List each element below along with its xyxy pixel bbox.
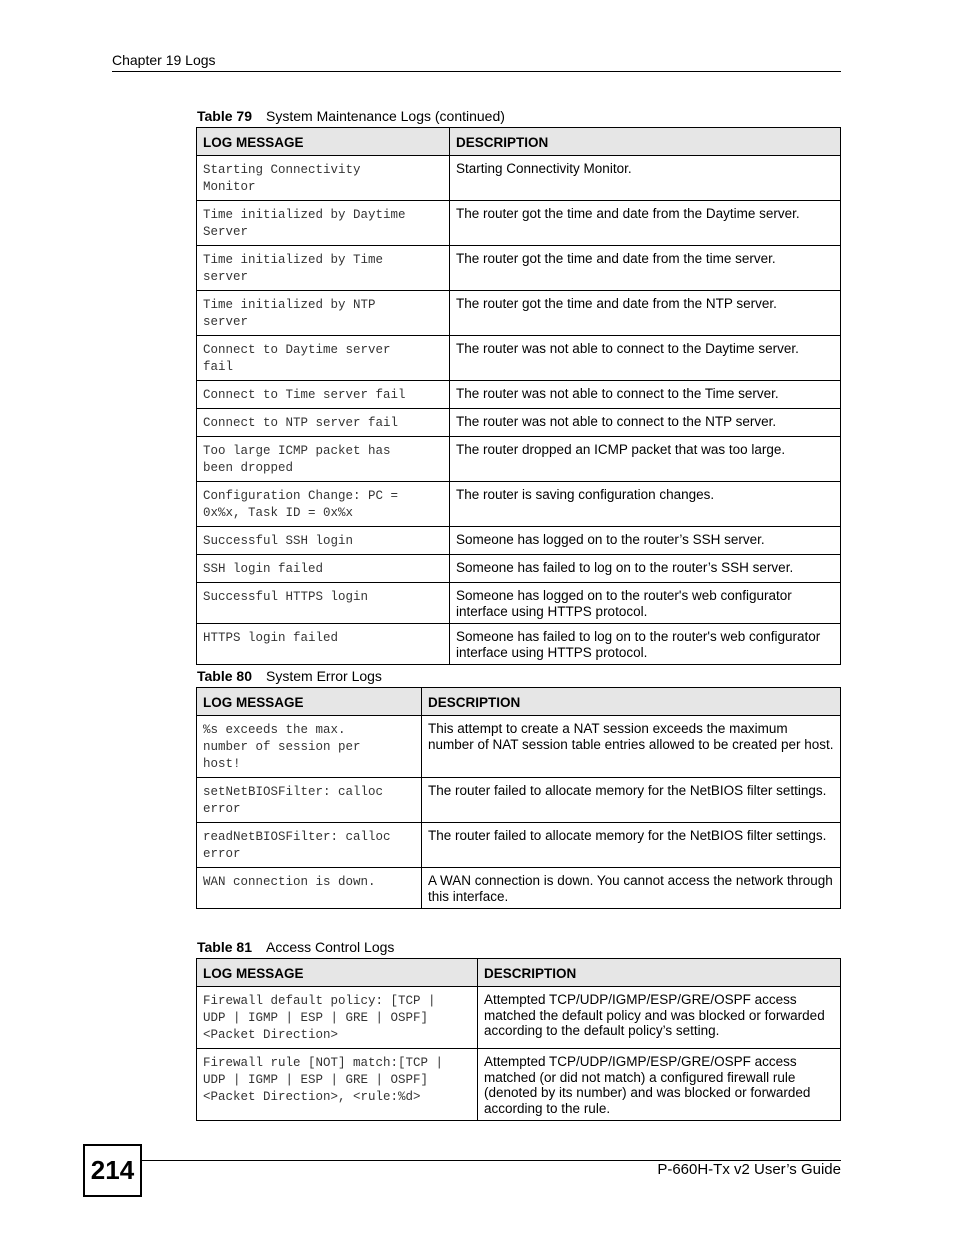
log-message-cell: Connect to Time server fail <box>197 381 450 409</box>
table80-title: System Error Logs <box>266 668 382 684</box>
table-row <box>197 716 841 778</box>
table-row <box>197 527 841 555</box>
table-row <box>197 246 841 291</box>
table80-header-description: DESCRIPTION <box>422 688 841 716</box>
table79-title: System Maintenance Logs (continued) <box>266 108 505 124</box>
description-cell: The router is saving configuration changes. <box>450 482 841 527</box>
description-cell: The router dropped an ICMP packet that was too large. <box>450 437 841 482</box>
table-row <box>197 381 841 409</box>
table-row <box>197 778 841 823</box>
table80-header-log-message: LOG MESSAGE <box>197 688 422 716</box>
page-number: 214 <box>83 1144 142 1197</box>
description-cell: The router got the time and date from the time server. <box>450 246 841 291</box>
description-cell: Someone has failed to log on to the router’s SSH server. <box>450 555 841 583</box>
description-cell: Someone has logged on to the router’s SSH server. <box>450 527 841 555</box>
log-message-cell: Time initialized by Daytime Server <box>197 201 450 246</box>
description-cell: A WAN connection is down. You cannot access the network through this interface. <box>422 868 841 909</box>
table-row <box>197 437 841 482</box>
log-message-cell: HTTPS login failed <box>197 624 450 665</box>
table-row <box>197 336 841 381</box>
table81-title: Access Control Logs <box>266 939 395 955</box>
chapter-header: Chapter 19 Logs <box>112 52 216 68</box>
description-cell: The router failed to allocate memory for the NetBIOS filter settings. <box>422 823 841 868</box>
guide-title: P-660H-Tx v2 User’s Guide <box>657 1161 841 1178</box>
log-message-cell: Firewall default policy: [TCP | UDP | IGMP | ESP | GRE | OSPF] <Packet Direction> <box>197 987 478 1049</box>
table-row <box>197 291 841 336</box>
table-row <box>197 482 841 527</box>
table81-header-log-message: LOG MESSAGE <box>197 959 478 987</box>
log-message-cell: WAN connection is down. <box>197 868 422 909</box>
table79-header-description: DESCRIPTION <box>450 128 841 156</box>
log-message-cell: Firewall rule [NOT] match:[TCP | UDP | IGMP | ESP | GRE | OSPF] <Packet Direction>, <rule:%d> <box>197 1049 478 1121</box>
table79 <box>196 127 841 665</box>
table81-caption <box>197 939 394 955</box>
table-row <box>197 624 841 665</box>
table-row <box>197 555 841 583</box>
description-cell: The router was not able to connect to the NTP server. <box>450 409 841 437</box>
log-message-cell: setNetBIOSFilter: calloc error <box>197 778 422 823</box>
log-message-cell: SSH login failed <box>197 555 450 583</box>
description-cell: The router got the time and date from the NTP server. <box>450 291 841 336</box>
table80-caption <box>197 668 382 684</box>
table81-header-description: DESCRIPTION <box>478 959 841 987</box>
table81 <box>196 958 841 1121</box>
table-row <box>197 409 841 437</box>
log-message-cell: Connect to Daytime server fail <box>197 336 450 381</box>
description-cell: This attempt to create a NAT session exceeds the maximum number of NAT session table entries allowed to be created per host. <box>422 716 841 778</box>
description-cell: The router was not able to connect to the Time server. <box>450 381 841 409</box>
table-row <box>197 868 841 909</box>
description-cell: Someone has failed to log on to the router's web configurator interface using HTTPS protocol. <box>450 624 841 665</box>
header-divider <box>112 71 841 72</box>
description-cell: Attempted TCP/UDP/IGMP/ESP/GRE/OSPF access matched the default policy and was blocked or forwarded according to the default policy’s setting. <box>478 987 841 1049</box>
log-message-cell: %s exceeds the max. number of session per host! <box>197 716 422 778</box>
log-message-cell: Connect to NTP server fail <box>197 409 450 437</box>
table-row <box>197 823 841 868</box>
table80 <box>196 687 841 909</box>
table-row <box>197 156 841 201</box>
description-cell: The router was not able to connect to the Daytime server. <box>450 336 841 381</box>
description-cell: Starting Connectivity Monitor. <box>450 156 841 201</box>
log-message-cell: Successful SSH login <box>197 527 450 555</box>
description-cell: The router got the time and date from the Daytime server. <box>450 201 841 246</box>
table-row <box>197 1049 841 1121</box>
log-message-cell: readNetBIOSFilter: calloc error <box>197 823 422 868</box>
table79-caption <box>197 108 505 124</box>
table81-number: Table 81 <box>197 939 252 955</box>
table79-header-log-message: LOG MESSAGE <box>197 128 450 156</box>
description-cell: The router failed to allocate memory for the NetBIOS filter settings. <box>422 778 841 823</box>
table79-number: Table 79 <box>197 108 252 124</box>
log-message-cell: Configuration Change: PC = 0x%x, Task ID = 0x%x <box>197 482 450 527</box>
log-message-cell: Starting Connectivity Monitor <box>197 156 450 201</box>
log-message-cell: Too large ICMP packet has been dropped <box>197 437 450 482</box>
description-cell: Attempted TCP/UDP/IGMP/ESP/GRE/OSPF access matched (or did not match) a configured firewall rule (denoted by its number) and was blocked or forwarded according to the rule. <box>478 1049 841 1121</box>
log-message-cell: Time initialized by Time server <box>197 246 450 291</box>
table-row <box>197 987 841 1049</box>
log-message-cell: Successful HTTPS login <box>197 583 450 624</box>
log-message-cell: Time initialized by NTP server <box>197 291 450 336</box>
table80-number: Table 80 <box>197 668 252 684</box>
table-row <box>197 583 841 624</box>
table-row <box>197 201 841 246</box>
description-cell: Someone has logged on to the router's web configurator interface using HTTPS protocol. <box>450 583 841 624</box>
